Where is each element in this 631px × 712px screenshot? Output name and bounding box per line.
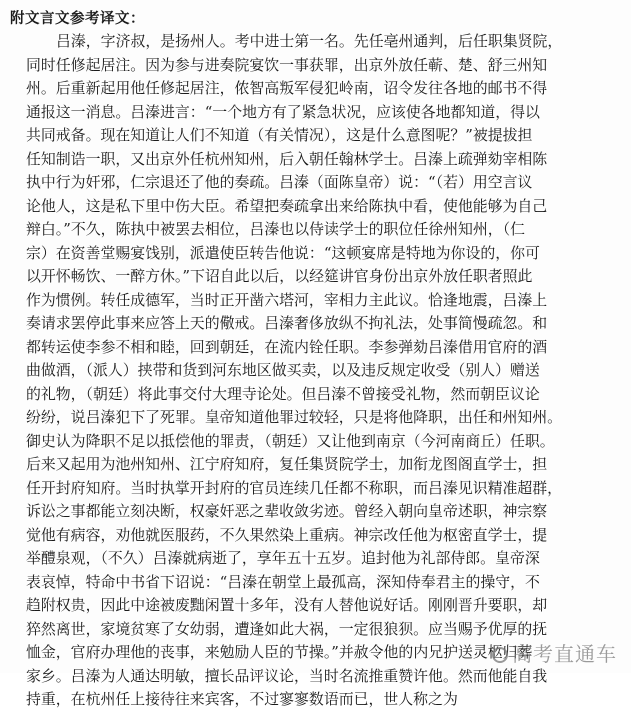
text-line: 宗）在资善堂赐宴饯别，派遣使臣转告他说：“这顿宴席是特地为你设的，你可	[26, 243, 540, 262]
text-line: 通报这一消息。吕溱进言：“一个地方有了紧急状况，应该使各地都知道，得以	[26, 102, 540, 121]
text-line: 的礼物，（朝廷）将此事交付大理寺论处。但吕溱不曾接受礼物，然而朝臣议论	[26, 384, 540, 403]
text-line: 持重，在杭州任上接待往来宾客，不过寥寥数语而已，世人称之为	[26, 690, 458, 708]
watermark-text: 高考直通车	[512, 642, 617, 666]
text-line: 以开怀畅饮、一醉方休。”下诏自此以后，以经筵讲官身份出京外放任职者照此	[26, 267, 533, 285]
text-line: 御史认为降职不足以抵偿他的罪责，（朝廷）又让他到南京（今河南商丘）任职。	[26, 431, 555, 450]
text-line: 纷纷，说吕溱犯下了死罪。皇帝知道他罪过较轻，只是将他降职，出任和州知州。	[26, 408, 563, 426]
watermark	[492, 638, 617, 667]
text-line: 家乡。吕溱为人通达明敏，擅长品评议论，当时名流推重赞许他。然而他能自我	[26, 666, 548, 685]
text-line: 奏请求罢停此事来应答上天的儆戒。吕溱奢侈放纵不拘礼法，处事简慢疏忽。和	[26, 314, 548, 332]
text-line: 诉讼之事都能立刻决断，权豪奸恶之辈收敛劣迹。曾经入朝向皇帝述职，神宗察	[26, 502, 548, 520]
text-line: 猝然离世，家境贫寒了女幼弱，遭逢如此大祸，一定很狼狈。应当赐予优厚的抚	[26, 619, 548, 638]
text-line: 表哀悼，特命中书省下诏说：“吕溱在朝堂上最孤高，深知侍奉君主的操守，不	[26, 572, 540, 591]
text-line: 论他人，这是私下里中伤大臣。希望把奏疏拿出来给陈执中看，使他能够为自己	[26, 196, 548, 215]
text-line: 恤金，官府办理他的丧事，来勉励人臣的节操。”并赦令他的内兄护送灵柩归葬	[26, 643, 533, 661]
text-line: 任知制诰一职，又出京外任杭州知州，后入朝任翰林学士。吕溱上疏弹劾宰相陈	[26, 149, 548, 168]
text-line: 州。后重新起用他任修起居注，侬智高叛军侵犯岭南，诏令发往各地的邮书不得	[26, 79, 548, 97]
circle-logo-icon	[492, 647, 508, 663]
text-line: 执中行为奸邪，仁宗退还了他的奏疏。吕溱（面陈皇帝）说：“（若）用空言议	[26, 173, 533, 191]
text-line: 吕溱，字济叔，是扬州人。考中进士第一名。先任亳州通判，后任职集贤院，	[56, 32, 563, 50]
document-body	[26, 30, 611, 712]
text-line: 作为惯例。转任成德军，当时正开凿六塔河，宰相力主此议。恰逢地震，吕溱上	[26, 290, 548, 309]
text-line: 任开封府知府。当时执掌开封府的官员连续几任都不称职，而吕溱见识精准超群，	[26, 478, 563, 497]
document-heading: 附文言文参考译文：	[10, 11, 145, 27]
text-line: 后来又起用为池州知州、江宁府知府，复任集贤院学士，加衔龙图阁直学士，担	[26, 455, 548, 473]
text-line: 觉他有病容，劝他就医服药，不久果然染上重病。神宗改任他为枢密直学士，提	[26, 525, 548, 544]
text-line: 同时任修起居注。因为参与进奏院宴饮一事获罪，出京外放任蕲、楚、舒三州知	[26, 55, 548, 74]
text-line: 趋附权贵，因此中途被废黜闲置十多年，没有人替他说好话。刚刚晋升要职，却	[26, 596, 548, 614]
text-line: 都转运使李参不相和睦，回到朝廷，在流内铨任职。李参弹劾吕溱借用官府的酒	[26, 337, 548, 356]
text-line: 举醴泉观，（不久）吕溱就病逝了，享年五十五岁。追封他为礼部侍郎。皇帝深	[26, 549, 540, 567]
text-line: 共同戒备。现在知道让人们不知道（有关情况），这是什么意图呢？”被提拔担	[26, 126, 533, 144]
text-line: 曲做酒，（派人）挟带和货到河东地区做买卖，以及违反规定收受（别人）赠送	[26, 361, 540, 379]
text-line: 辩白。”不久，陈执中被罢去相位，吕溱也以侍读学士的职位任徐州知州，（仁	[26, 220, 525, 238]
